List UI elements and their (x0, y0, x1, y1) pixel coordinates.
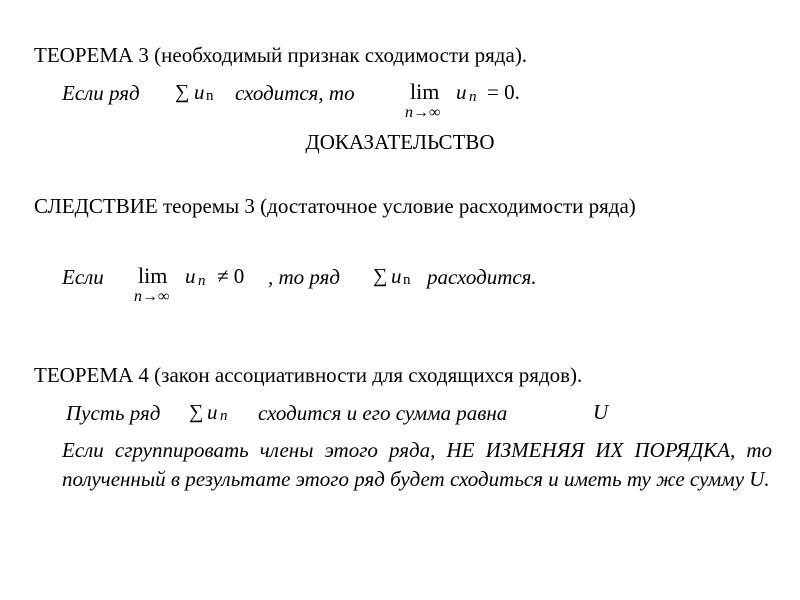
theorem3-converges: сходится, то (235, 81, 355, 105)
theorem4-converges: сходится и его сумма равна (258, 401, 508, 425)
sum-symbol: ∑ (373, 265, 388, 287)
n-subscript: n (403, 272, 411, 288)
corollary-if: Если (62, 265, 104, 289)
lim-symbol: lim (138, 263, 168, 288)
corollary-heading-text: СЛЕДСТВИЕ теоремы 3 (достаточное условие расходимости ряда) (34, 194, 636, 218)
proof-heading: ДОКАЗАТЕЛЬСТВО (305, 130, 495, 154)
u-term: u (185, 264, 196, 288)
theorem3-heading: ТЕОРЕМА 3 (необходимый признак сходимости ряда). (34, 43, 528, 67)
equals-zero: = 0. (487, 80, 520, 104)
sum-U: U (593, 400, 609, 424)
lim-subscript: n→∞ (134, 288, 170, 305)
neq-zero: ≠ 0 (217, 264, 245, 288)
corollary-then: , то ряд (268, 265, 341, 289)
u-term: u (391, 264, 402, 288)
n-subscript: n (206, 88, 214, 104)
u-term: u (456, 80, 467, 104)
theorem3-if: Если ряд (62, 81, 140, 105)
corollary-diverges: расходится. (427, 265, 537, 289)
lim-symbol: lim (410, 79, 440, 104)
sum-symbol: ∑ (175, 81, 190, 103)
u-term: u (207, 400, 218, 424)
theorem4-body: Если сгруппировать члены этого ряда, НЕ ИЗМЕНЯЯ ИХ ПОРЯДКА, то полученный в результате этого ряд будет сходиться и иметь ту же сумму U. (62, 438, 772, 491)
corollary-heading (34, 193, 772, 219)
n-subscript: n (220, 408, 228, 424)
theorem4-heading: ТЕОРЕМА 4 (закон ассоциативности для сходящихся рядов). (34, 363, 583, 387)
lim-subscript: n→∞ (405, 104, 441, 121)
n-subscript: n (469, 89, 477, 105)
u-term: u (194, 80, 205, 104)
sum-symbol: ∑ (189, 401, 204, 423)
theorem4-let: Пусть ряд (66, 401, 161, 425)
n-subscript: n (198, 273, 206, 289)
